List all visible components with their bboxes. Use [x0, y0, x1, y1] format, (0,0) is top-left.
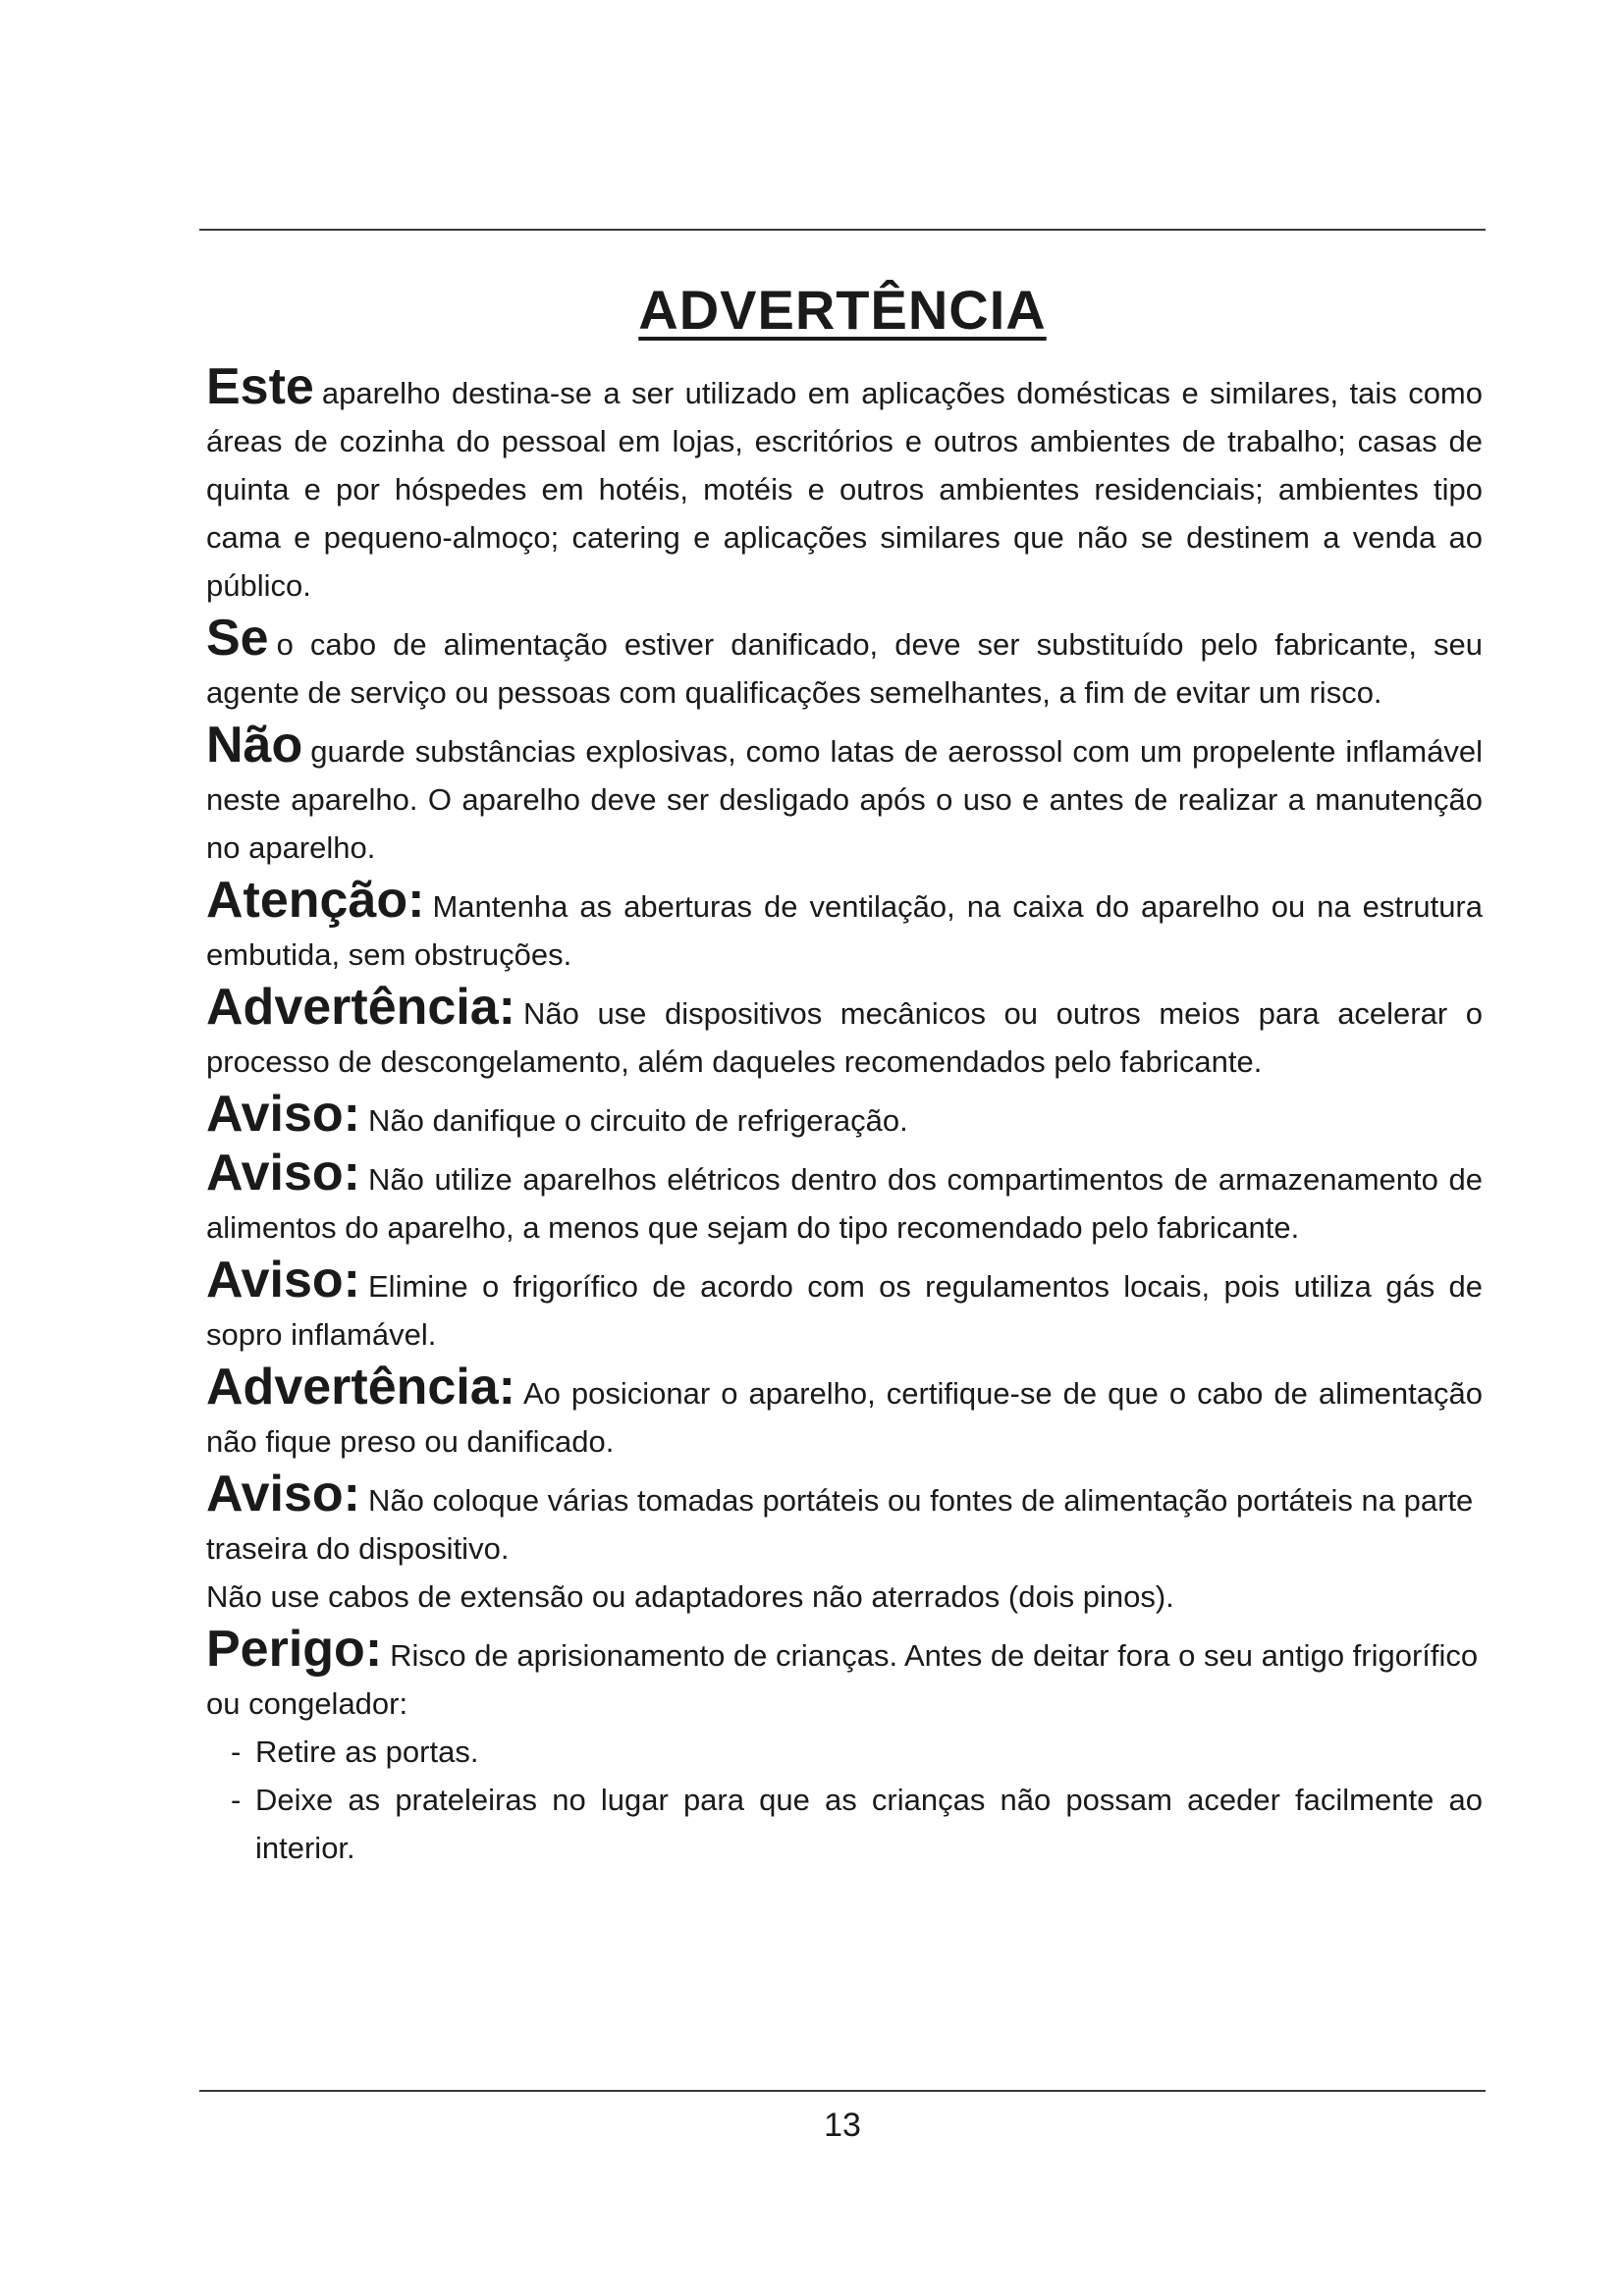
warnings-body: [206, 358, 1483, 1879]
paragraph-extra-line: Não use cabos de extensão ou adaptadores não aterrados (dois pinos).: [206, 1579, 1174, 1614]
instruction-list: [206, 1728, 1483, 1872]
dash-bullet: -: [231, 1735, 242, 1769]
paragraph-text: Não coloque várias tomadas portáteis ou fontes de alimentação portáteis na parte traseira do dispositivo.: [206, 1483, 1474, 1566]
paragraph-lead: Advertência:: [206, 1359, 515, 1415]
paragraph-lead: Aviso:: [206, 1086, 360, 1143]
page-title: ADVERTÊNCIA: [638, 279, 1047, 341]
paragraph-lead: Perigo:: [206, 1621, 383, 1678]
warning-paragraph: [206, 358, 1483, 610]
paragraph-lead: Aviso:: [206, 1145, 360, 1201]
paragraph-text: Ao posicionar o aparelho, certifique-se de que o cabo de alimentação não fique preso ou danificado.: [206, 1376, 1483, 1459]
paragraph-lead: Se: [206, 610, 269, 667]
paragraph-text: aparelho destina-se a ser utilizado em aplicações domésticas e similares, tais como áreas de cozinha do pessoal em lojas, escritórios e outros ambientes de trabalho; casas de quinta e por hóspedes em hotéis, motéis e outros ambientes residenciais; ambientes tipo cama e pequeno-almoço; catering e aplicações similares que não se destinem a venda ao público.: [206, 376, 1483, 603]
warning-paragraph: [206, 979, 1483, 1086]
paragraph-text: Não danifique o circuito de refrigeração.: [368, 1103, 908, 1138]
warning-paragraph: [206, 1086, 1483, 1145]
page-number: 13: [824, 2107, 861, 2144]
paragraph-text: guarde substâncias explosivas, como latas de aerossol com um propelente inflamável neste aparelho. O aparelho deve ser desligado após o uso e antes de realizar a manutenção no aparelho.: [206, 734, 1483, 865]
warning-paragraph: [206, 717, 1483, 872]
list-item: [231, 1728, 1483, 1776]
paragraph-text: Elimine o frigorífico de acordo com os regulamentos locais, pois utiliza gás de sopro inflamável.: [206, 1269, 1483, 1352]
warning-paragraph: [206, 872, 1483, 979]
paragraph-lead: Aviso:: [206, 1252, 360, 1308]
list-item-text: Deixe as prateleiras no lugar para que as crianças não possam aceder facilmente ao interior.: [255, 1783, 1483, 1865]
dash-bullet: -: [231, 1783, 242, 1817]
paragraph-text: Risco de aprisionamento de crianças. Antes de deitar fora o seu antigo frigorífico ou congelador:: [206, 1638, 1479, 1721]
paragraph-text: Mantenha as aberturas de ventilação, na caixa do aparelho ou na estrutura embutida, sem obstruções.: [206, 889, 1483, 972]
paragraph-lead: Aviso:: [206, 1466, 360, 1522]
warning-paragraph: [206, 1359, 1483, 1466]
paragraph-lead: Atenção:: [206, 872, 425, 929]
paragraph-lead: Não: [206, 717, 303, 774]
warning-paragraph: [206, 1145, 1483, 1252]
warning-paragraph: [206, 1252, 1483, 1359]
paragraph-text: o cabo de alimentação estiver danificado, deve ser substituído pelo fabricante, seu agente de serviço ou pessoas com qualificações semelhantes, a fim de evitar um risco.: [206, 627, 1483, 710]
list-item-text: Retire as portas.: [255, 1735, 479, 1769]
warning-paragraph: [206, 1621, 1483, 1872]
warning-paragraph: [206, 610, 1483, 717]
paragraph-lead: Advertência:: [206, 979, 515, 1036]
warning-paragraph: [206, 1466, 1483, 1621]
paragraph-lead: Este: [206, 358, 314, 415]
paragraph-text: Não utilize aparelhos elétricos dentro dos compartimentos de armazenamento de alimentos do aparelho, a menos que sejam do tipo recomendado pelo fabricante.: [206, 1162, 1483, 1245]
bottom-rule: [199, 2090, 1486, 2092]
list-item: [231, 1776, 1483, 1872]
paragraph-text: Não use dispositivos mecânicos ou outros meios para acelerar o processo de descongelamento, além daqueles recomendados pelo fabricante.: [206, 996, 1483, 1079]
top-rule: [199, 229, 1486, 231]
